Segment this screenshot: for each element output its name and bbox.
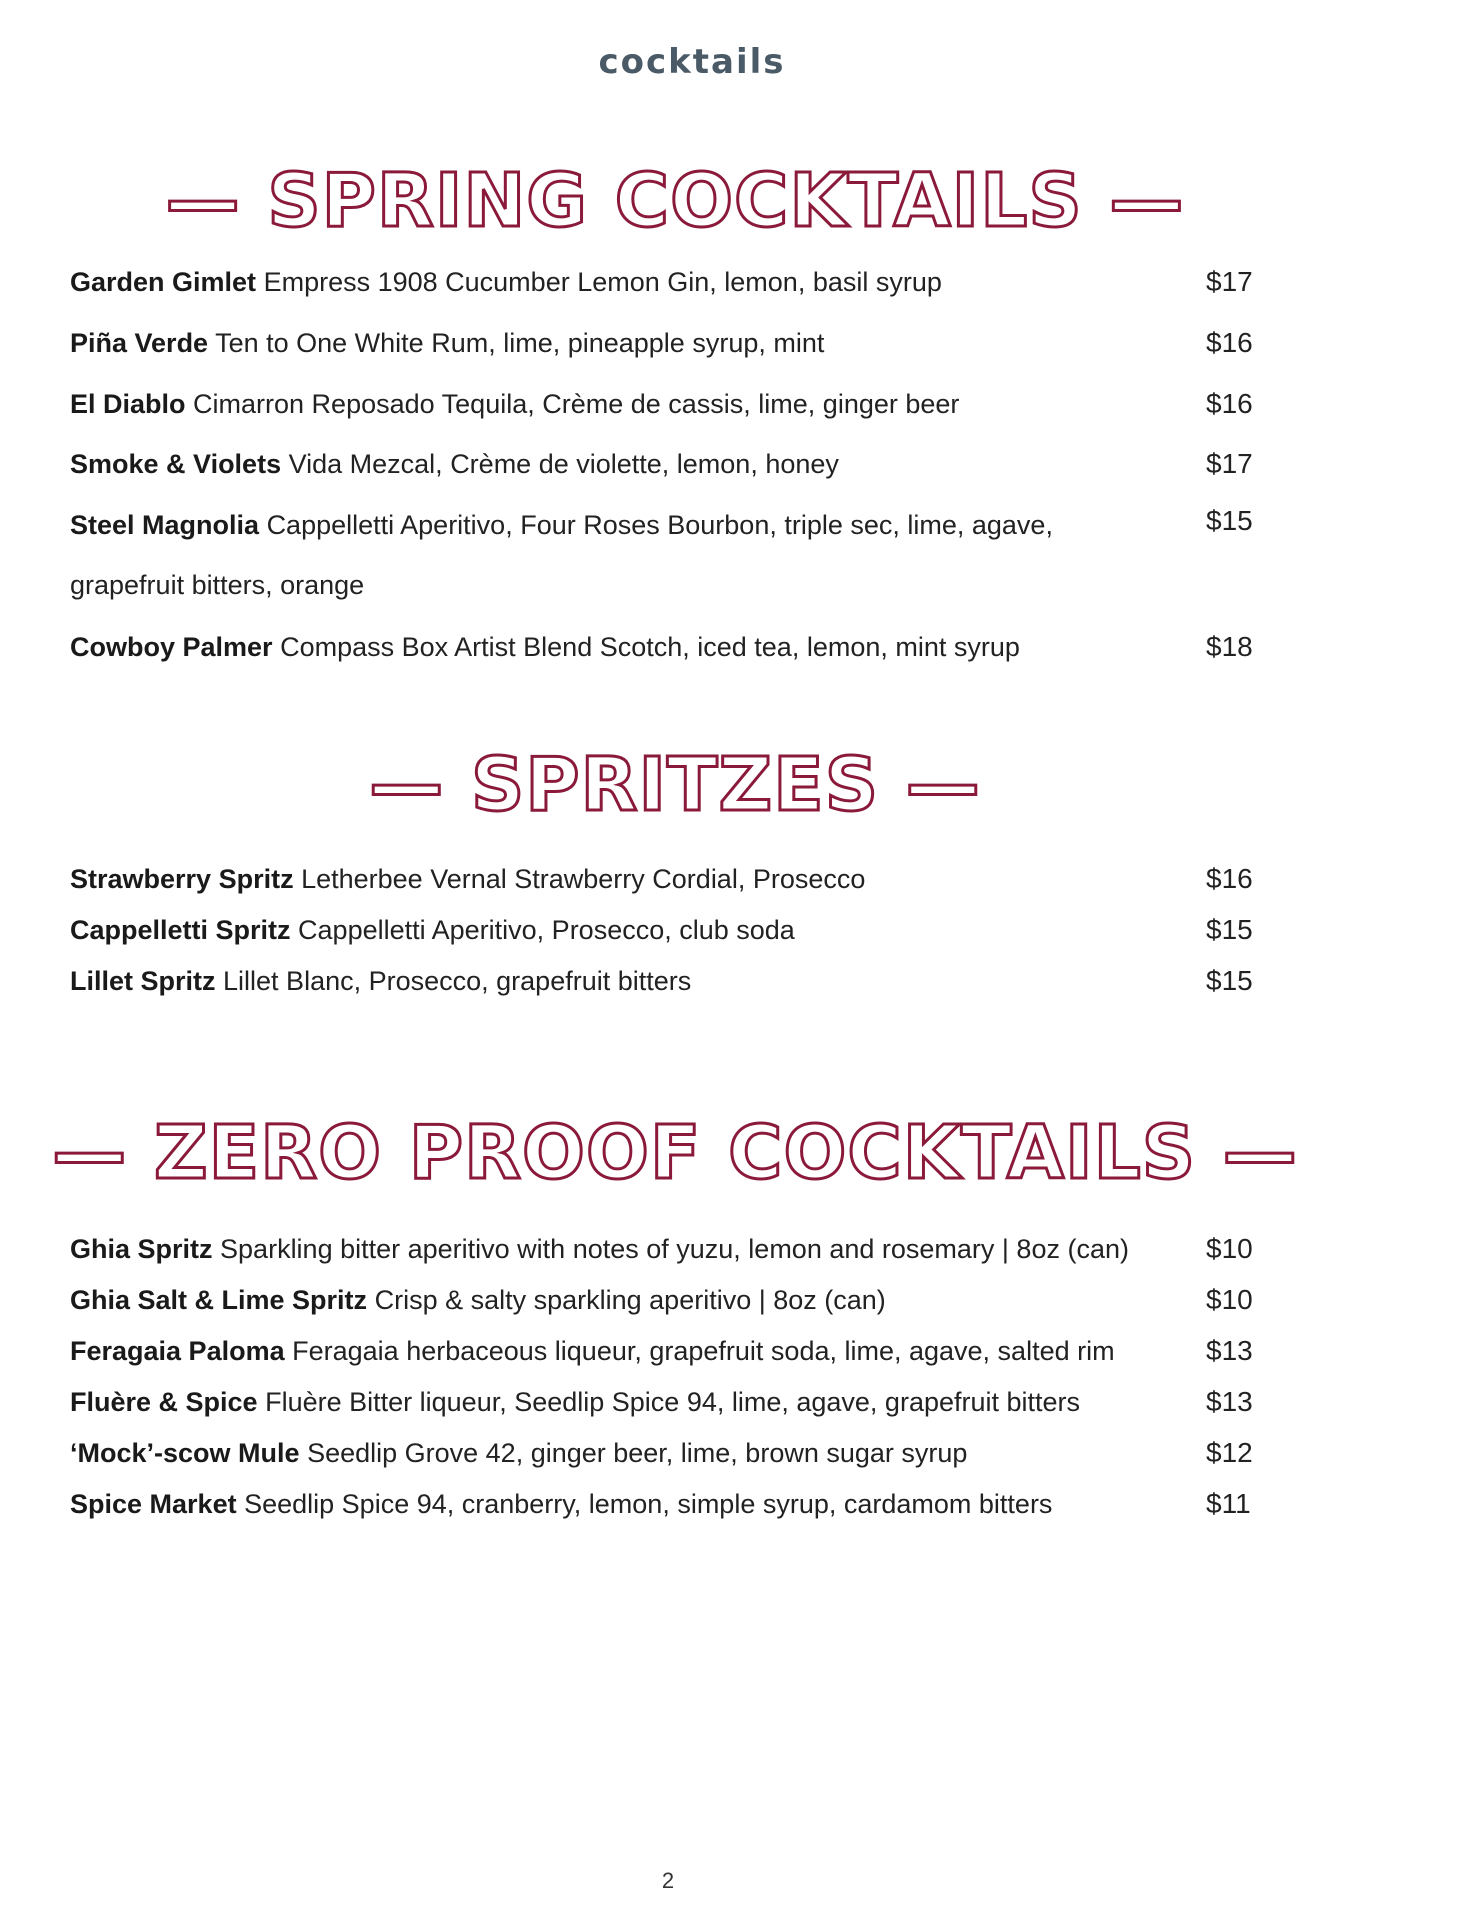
item-description: Cimarron Reposado Tequila, Crème de cassis, lime, ginger beer [193,389,960,419]
item-description: Lillet Blanc, Prosecco, grapefruit bitters [223,966,692,996]
item-description: Cappelletti Aperitivo, Four Roses Bourbon, triple sec, lime, agave, grapefruit bitters, orange [70,510,1053,600]
menu-item [70,1377,1253,1427]
item-name: ‘Mock’-scow Mule [70,1438,300,1468]
item-price: $16 [1206,327,1253,358]
item-price: $15 [1206,914,1253,945]
item-description: Vida Mezcal, Crème de violette, lemon, honey [288,449,839,479]
item-description: Sparkling bitter aperitivo with notes of yuzu, lemon and rosemary | 8oz (can) [220,1234,1129,1264]
item-name: Cappelletti Spritz [70,915,291,945]
menu-item [70,1326,1253,1376]
item-name: Spice Market [70,1489,237,1519]
section-title-zero-proof-cocktails: — ZERO PROOF COCKTAILS — [52,1110,1298,1196]
item-price: $13 [1206,1386,1253,1417]
item-description: Seedlip Grove 42, ginger beer, lime, brown sugar syrup [307,1438,968,1468]
menu-item [70,313,1253,373]
item-name: Smoke & Violets [70,449,282,479]
item-name: Cowboy Palmer [70,632,273,662]
item-price: $17 [1206,266,1253,297]
item-description: Seedlip Spice 94, cranberry, lemon, simple syrup, cardamom bitters [244,1489,1053,1519]
item-description: Compass Box Artist Blend Scotch, iced tea, lemon, mint syrup [280,632,1020,662]
item-name: Garden Gimlet [70,267,257,297]
item-price: $16 [1206,863,1253,894]
item-description: Crisp & salty sparkling aperitivo | 8oz (can) [374,1285,886,1315]
item-description: Ten to One White Rum, lime, pineapple syrup, mint [215,328,825,358]
item-name: Feragaia Paloma [70,1336,285,1366]
menu-item [70,1479,1250,1529]
menu-item [70,1224,1253,1274]
item-price: $15 [1206,505,1253,536]
section-title-spritzes: — SPRITZES — [369,742,981,828]
item-name: El Diablo [70,389,186,419]
item-description: Empress 1908 Cucumber Lemon Gin, lemon, basil syrup [263,267,942,297]
item-price: $18 [1206,631,1253,662]
item-price: $10 [1206,1233,1253,1264]
item-description: Feragaia herbaceous liqueur, grapefruit soda, lime, agave, salted rim [292,1336,1115,1366]
item-description: Letherbee Vernal Strawberry Cordial, Prosecco [301,864,866,894]
item-description: Cappelletti Aperitivo, Prosecco, club soda [298,915,795,945]
menu-item [70,854,1253,904]
menu-item [70,252,1253,312]
item-name: Ghia Salt & Lime Spritz [70,1285,368,1315]
item-name: Lillet Spritz [70,966,216,996]
item-price: $13 [1206,1335,1253,1366]
item-name: Steel Magnolia [70,510,260,540]
item-price: $10 [1206,1284,1253,1315]
menu-item [70,1428,1253,1478]
item-price: $17 [1206,448,1253,479]
menu-item [70,956,1253,1006]
item-name: Fluère & Spice [70,1387,258,1417]
menu-item [70,1275,1253,1325]
menu-item [70,374,1253,434]
item-name: Strawberry Spritz [70,864,294,894]
menu-item [70,617,1253,677]
item-price: $15 [1206,965,1253,996]
menu-item [70,434,1253,494]
item-name: Ghia Spritz [70,1234,213,1264]
page-header-title: cocktails [598,42,786,82]
menu-item [70,905,1253,955]
item-name: Piña Verde [70,328,209,358]
item-description: Fluère Bitter liqueur, Seedlip Spice 94, lime, agave, grapefruit bitters [265,1387,1081,1417]
item-price: $12 [1206,1437,1253,1468]
item-price: $11 [1206,1488,1251,1519]
item-price: $16 [1206,388,1253,419]
section-title-spring-cocktails: — SPRING COCKTAILS — [165,158,1185,244]
menu-item [70,495,1253,615]
page-number: 2 [661,1868,675,1893]
